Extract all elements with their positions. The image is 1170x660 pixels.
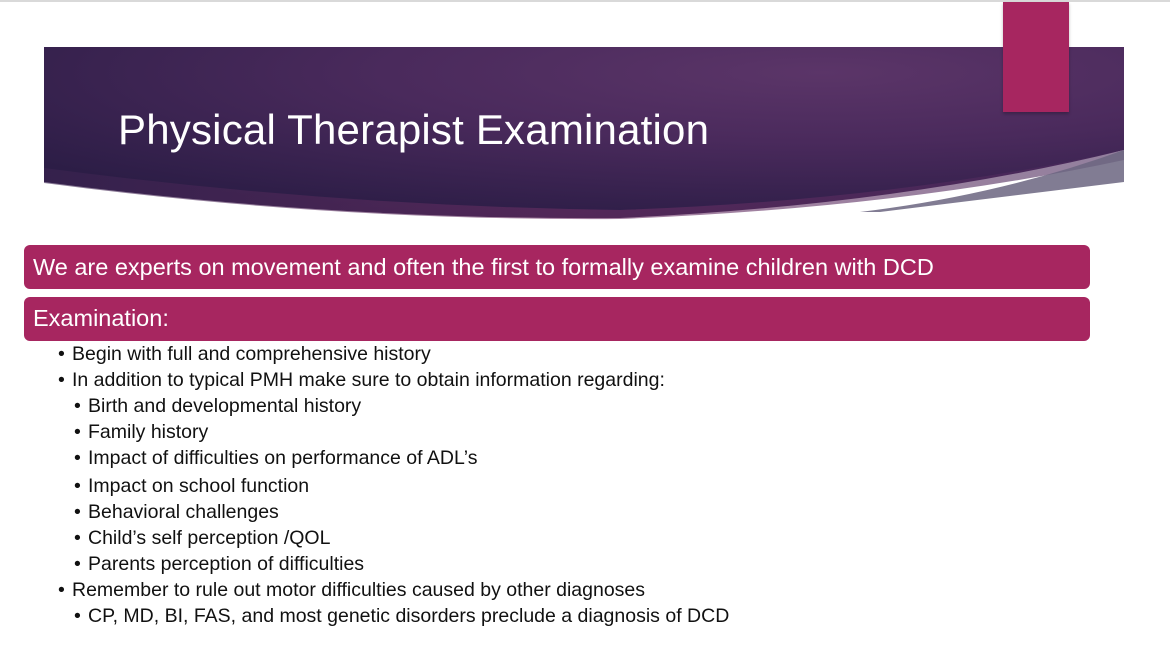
list-item-text: CP, MD, BI, FAS, and most genetic disorders preclude a diagnosis of DCD [88, 605, 730, 627]
list-item [74, 394, 361, 418]
list-item [74, 446, 478, 470]
list-item-text: Impact on school function [88, 475, 310, 497]
list-item-text: Child’s self perception /QOL [88, 527, 331, 549]
list-item [58, 368, 665, 392]
list-item-text: Begin with full and comprehensive history [72, 343, 431, 365]
intro-callout: We are experts on movement and often the first to formally examine children with DCD [24, 245, 1090, 289]
bullet-icon: • [74, 475, 81, 497]
bullet-icon: • [58, 343, 65, 365]
list-item-text: Impact of difficulties on performance of ADL’s [88, 447, 478, 469]
list-item [74, 474, 309, 498]
list-item-text: Behavioral challenges [88, 501, 279, 523]
slide-title: Physical Therapist Examination [118, 106, 710, 153]
list-item [58, 342, 431, 366]
list-item [74, 552, 364, 576]
bullet-icon: • [74, 605, 81, 627]
bullet-icon: • [74, 421, 81, 443]
list-item-text: In addition to typical PMH make sure to obtain information regarding: [72, 369, 665, 391]
list-item [74, 604, 729, 628]
bullet-icon: • [74, 553, 81, 575]
list-item-text: Remember to rule out motor difficulties caused by other diagnoses [72, 579, 646, 601]
list-item-text: Parents perception of difficulties [88, 553, 365, 575]
list-item [58, 578, 645, 602]
list-item [74, 526, 330, 550]
bullet-icon: • [58, 369, 65, 391]
bullet-icon: • [74, 447, 81, 469]
bullet-icon: • [74, 395, 81, 417]
list-item-text: Family history [88, 421, 209, 443]
list-item-text: Birth and developmental history [88, 395, 362, 417]
examination-header: Examination: [24, 297, 1090, 341]
accent-block [1003, 2, 1069, 112]
bullet-icon: • [58, 579, 65, 601]
list-item [74, 500, 279, 524]
list-item [74, 420, 208, 444]
bullet-icon: • [74, 527, 81, 549]
bullet-icon: • [74, 501, 81, 523]
